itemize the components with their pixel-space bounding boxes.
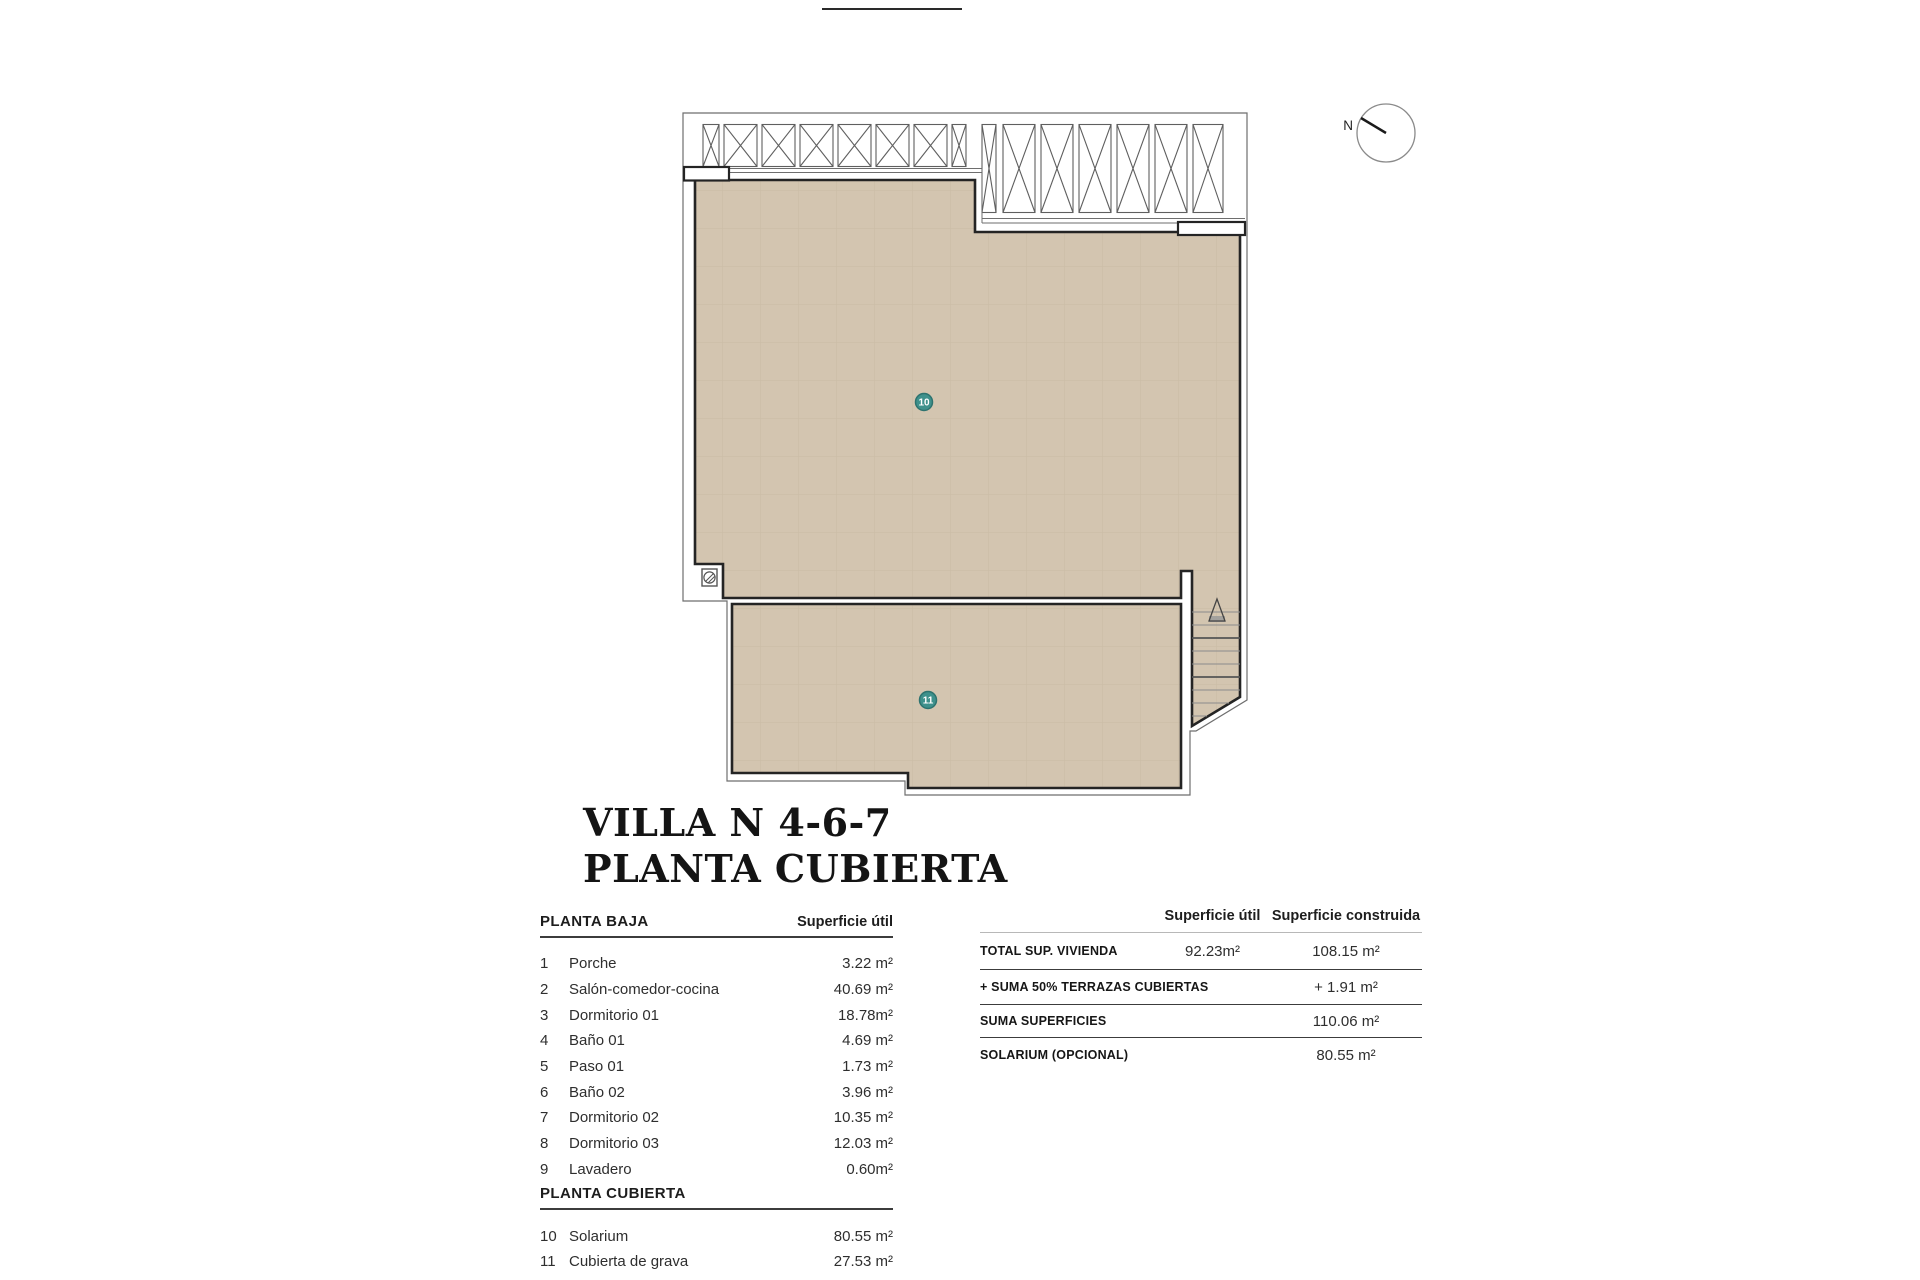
table-rows: [540, 1223, 893, 1274]
pergola-beam: [1003, 125, 1035, 213]
table-row: 10 Solarium 80.55 m²: [540, 1227, 893, 1245]
table-row: 5 Paso 01 1.73 m²: [540, 1058, 893, 1076]
pergola-beam: [1041, 125, 1073, 213]
summary-row: SUMA SUPERFICIES 110.06 m²: [980, 1005, 1422, 1038]
pergola-beam: [724, 125, 757, 167]
pergola-beam: [876, 125, 909, 167]
section-title: PLANTA BAJA: [540, 913, 649, 930]
table-row: 2 Salón-comedor-cocina 40.69 m²: [540, 981, 893, 999]
column-header: Superficie útil: [797, 914, 893, 930]
pergola-beam: [838, 125, 871, 167]
drawing-title: [583, 800, 1008, 892]
pergola-beam: [1155, 125, 1187, 213]
title-line-1: VILLA N 4-6-7: [583, 800, 892, 845]
wall-step-top-left: [684, 167, 729, 181]
north-label: N: [1343, 118, 1353, 133]
room-badge-10: [916, 394, 933, 411]
pergola-beam: [703, 125, 719, 167]
pergola-right-group: [982, 125, 1223, 213]
table-row: 11 Cubierta de grava 27.53 m²: [540, 1253, 893, 1271]
drain-icon: [702, 569, 717, 586]
table-row: 6 Baño 02 3.96 m²: [540, 1083, 893, 1101]
pergola-beam: [800, 125, 833, 167]
table-rows: [540, 951, 893, 1182]
table-row: 7 Dormitorio 02 10.35 m²: [540, 1109, 893, 1127]
pergola-beam: [914, 125, 947, 167]
room-surface-table: [540, 913, 893, 1275]
north-compass-icon: [1343, 104, 1415, 162]
pergola-beam: [1117, 125, 1149, 213]
column-header-construida: Superficie construida: [1271, 908, 1421, 924]
svg-text:11: 11: [922, 695, 934, 707]
summary-row: TOTAL SUP. VIVIENDA 92.23m² 108.15 m²: [980, 933, 1422, 970]
wall-notch-top-right: [1178, 222, 1245, 235]
table-row: 4 Baño 01 4.69 m²: [540, 1032, 893, 1050]
summary-row: SOLARIUM (OPCIONAL) 80.55 m²: [980, 1046, 1376, 1064]
table-row: 1 Porche 3.22 m²: [540, 955, 893, 973]
table-section-header: [540, 1185, 893, 1210]
pergola-beam: [1079, 125, 1111, 213]
summary-header: [980, 908, 1422, 933]
pergola-beam: [1193, 125, 1223, 213]
table-row: 9 Lavadero 0.60m²: [540, 1160, 893, 1178]
room-badge-11: [920, 692, 937, 709]
title-line-2: PLANTA CUBIERTA: [583, 846, 1008, 891]
table-section-header: [540, 913, 893, 938]
pergola-beam: [762, 125, 795, 167]
summary-row: + SUMA 50% TERRAZAS CUBIERTAS + 1.91 m²: [980, 970, 1422, 1005]
surface-summary-table: [980, 908, 1422, 1072]
section-title: PLANTA CUBIERTA: [540, 1185, 686, 1203]
svg-text:10: 10: [918, 397, 930, 409]
table-row: 3 Dormitorio 01 18.78m²: [540, 1006, 893, 1024]
gravel-roof-area: [732, 604, 1181, 788]
column-header-util: Superficie útil: [1164, 908, 1261, 924]
pergola-left-group: [703, 125, 966, 167]
pergola-beam: [982, 125, 996, 213]
pergola-beam: [952, 125, 966, 167]
table-row: 8 Dormitorio 03 12.03 m²: [540, 1135, 893, 1153]
